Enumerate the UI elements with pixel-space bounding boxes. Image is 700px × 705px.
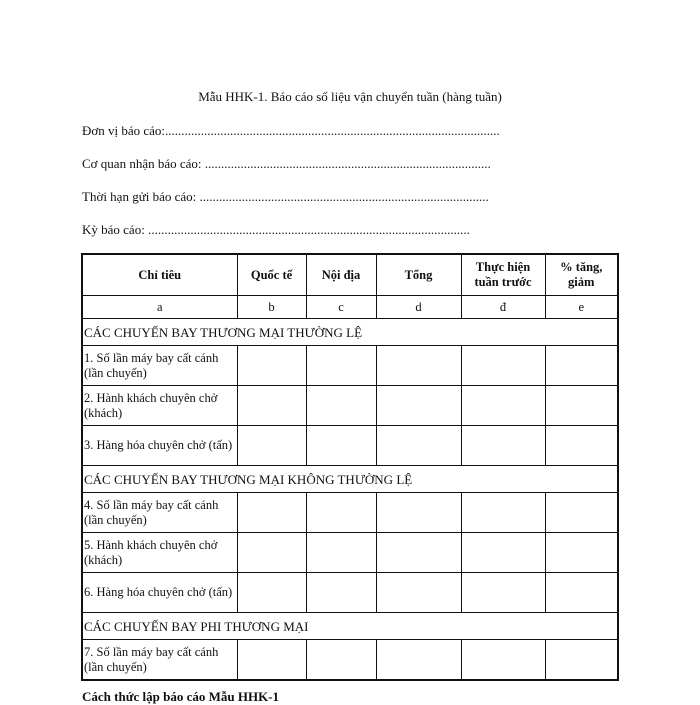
header-cell: Tổng bbox=[376, 254, 461, 296]
input-cell[interactable] bbox=[306, 640, 376, 681]
input-cell[interactable] bbox=[237, 386, 306, 426]
input-cell[interactable] bbox=[461, 493, 545, 533]
field-reporting-period bbox=[82, 222, 470, 238]
input-cell[interactable] bbox=[376, 640, 461, 681]
input-cell[interactable] bbox=[461, 640, 545, 681]
input-cell[interactable] bbox=[306, 533, 376, 573]
header-cell: Quốc tế bbox=[237, 254, 306, 296]
input-cell[interactable] bbox=[376, 533, 461, 573]
field-reporting-unit bbox=[82, 123, 500, 139]
section-row bbox=[82, 466, 618, 493]
field-dots: ........................................................................................ bbox=[204, 156, 491, 171]
table-row bbox=[82, 386, 618, 426]
input-cell[interactable] bbox=[376, 493, 461, 533]
input-cell[interactable] bbox=[461, 386, 545, 426]
header-cell: Chỉ tiêu bbox=[82, 254, 237, 296]
table-row bbox=[82, 640, 618, 681]
header-cell: Thực hiện tuần trước bbox=[461, 254, 545, 296]
code-cell: a bbox=[82, 296, 237, 319]
input-cell[interactable] bbox=[545, 386, 618, 426]
field-dots: ....................................................................................................... bbox=[165, 123, 500, 138]
input-cell[interactable] bbox=[306, 426, 376, 466]
input-cell[interactable] bbox=[545, 640, 618, 681]
header-cell: % tăng, giảm bbox=[545, 254, 618, 296]
header-row bbox=[82, 254, 618, 296]
report-table bbox=[81, 253, 619, 681]
item-label: 7. Số lần máy bay cất cánh (lần chuyến) bbox=[82, 640, 237, 681]
field-label: Thời hạn gửi báo cáo: bbox=[82, 189, 200, 204]
code-row bbox=[82, 296, 618, 319]
input-cell[interactable] bbox=[376, 346, 461, 386]
input-cell[interactable] bbox=[545, 493, 618, 533]
input-cell[interactable] bbox=[461, 573, 545, 613]
table-row bbox=[82, 573, 618, 613]
input-cell[interactable] bbox=[545, 346, 618, 386]
input-cell[interactable] bbox=[306, 386, 376, 426]
field-receiving-agency bbox=[82, 156, 491, 172]
input-cell[interactable] bbox=[461, 426, 545, 466]
code-cell: đ bbox=[461, 296, 545, 319]
item-label: 3. Hàng hóa chuyên chở (tấn) bbox=[82, 426, 237, 466]
section-title: CÁC CHUYẾN BAY THƯƠNG MẠI KHÔNG THƯỜNG LỆ bbox=[82, 466, 618, 493]
section-title: CÁC CHUYẾN BAY THƯƠNG MẠI THƯỜNG LỆ bbox=[82, 319, 618, 346]
code-cell: d bbox=[376, 296, 461, 319]
input-cell[interactable] bbox=[237, 426, 306, 466]
input-cell[interactable] bbox=[306, 573, 376, 613]
item-label: 1. Số lần máy bay cất cánh (lần chuyến) bbox=[82, 346, 237, 386]
field-dots: ................................................................................................... bbox=[148, 222, 470, 237]
input-cell[interactable] bbox=[237, 573, 306, 613]
code-cell: e bbox=[545, 296, 618, 319]
section-row bbox=[82, 613, 618, 640]
field-deadline bbox=[82, 189, 489, 205]
field-label: Cơ quan nhận báo cáo: bbox=[82, 156, 205, 171]
input-cell[interactable] bbox=[376, 426, 461, 466]
input-cell[interactable] bbox=[237, 493, 306, 533]
item-label: 6. Hàng hóa chuyên chở (tấn) bbox=[82, 573, 237, 613]
input-cell[interactable] bbox=[237, 346, 306, 386]
field-label: Kỳ báo cáo: bbox=[82, 222, 149, 237]
input-cell[interactable] bbox=[237, 640, 306, 681]
input-cell[interactable] bbox=[237, 533, 306, 573]
item-label: 4. Số lần máy bay cất cánh (lần chuyến) bbox=[82, 493, 237, 533]
field-label: Đơn vị báo cáo: bbox=[82, 123, 166, 138]
input-cell[interactable] bbox=[545, 426, 618, 466]
input-cell[interactable] bbox=[545, 533, 618, 573]
item-label: 2. Hành khách chuyên chở (khách) bbox=[82, 386, 237, 426]
code-cell: b bbox=[237, 296, 306, 319]
input-cell[interactable] bbox=[306, 493, 376, 533]
input-cell[interactable] bbox=[545, 573, 618, 613]
table-row bbox=[82, 533, 618, 573]
input-cell[interactable] bbox=[376, 386, 461, 426]
header-cell: Nội địa bbox=[306, 254, 376, 296]
footer-note: Cách thức lập báo cáo Mẫu HHK-1 bbox=[82, 689, 280, 704]
input-cell[interactable] bbox=[461, 533, 545, 573]
table-row bbox=[82, 346, 618, 386]
form-title: Mẫu HHK-1. Báo cáo số liệu vận chuyển tuần (hàng tuần) bbox=[198, 89, 502, 104]
field-dots: ......................................................................................... bbox=[199, 189, 489, 204]
section-title: CÁC CHUYẾN BAY PHI THƯƠNG MẠI bbox=[82, 613, 618, 640]
section-row bbox=[82, 319, 618, 346]
input-cell[interactable] bbox=[376, 573, 461, 613]
input-cell[interactable] bbox=[306, 346, 376, 386]
table-row bbox=[82, 493, 618, 533]
code-cell: c bbox=[306, 296, 376, 319]
table-row bbox=[82, 426, 618, 466]
item-label: 5. Hành khách chuyên chở (khách) bbox=[82, 533, 237, 573]
input-cell[interactable] bbox=[461, 346, 545, 386]
